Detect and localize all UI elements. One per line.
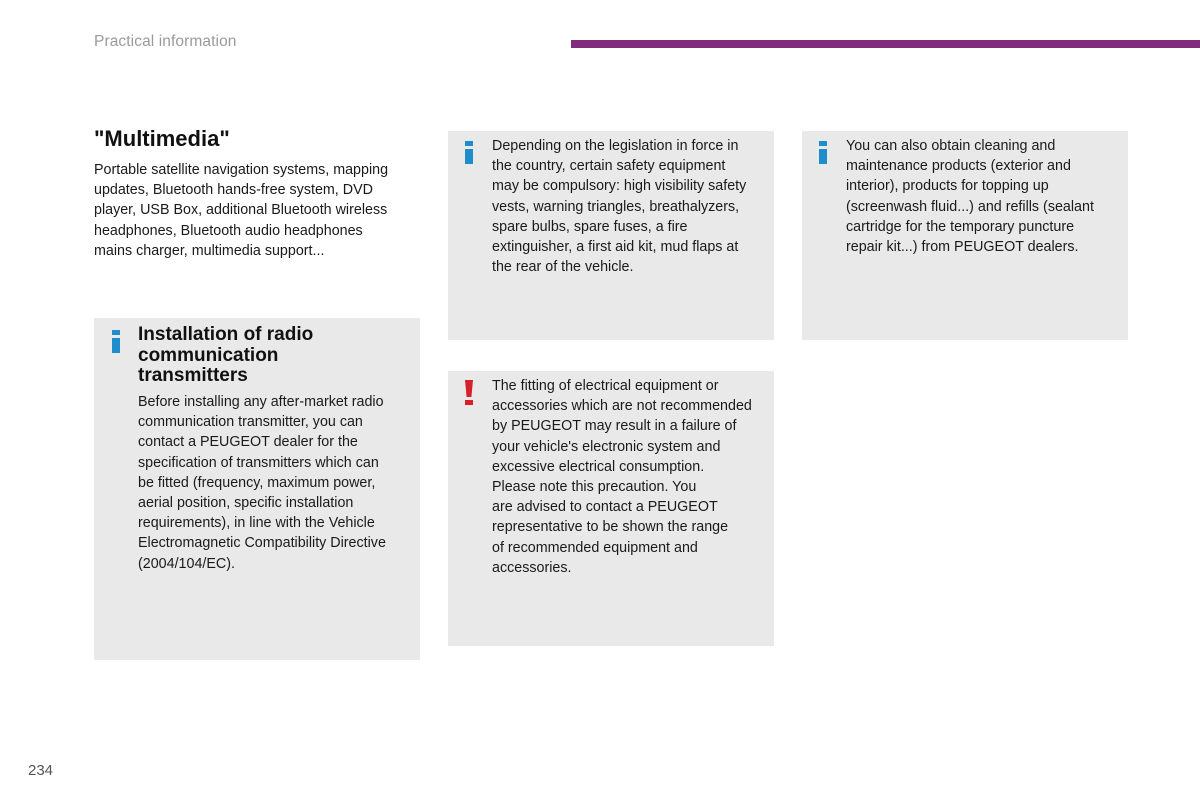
text-line: accessories.: [492, 559, 572, 576]
text-line: specification of transmitters which can: [138, 454, 379, 471]
radio-transmitters-title: [138, 325, 408, 387]
multimedia-heading: "Multimedia": [94, 126, 230, 151]
title-line: Installation of radio: [138, 324, 314, 345]
text-line: excessive electrical consumption.: [492, 458, 705, 475]
text-line: requirements), in line with the Vehicle: [138, 515, 375, 532]
text-line: the country, certain safety equipment: [492, 158, 726, 175]
header-accent-bar: [571, 40, 1200, 48]
text-line: representative to be shown the range: [492, 519, 729, 536]
radio-transmitters-text: [138, 392, 420, 574]
text-line: (2004/104/EC).: [138, 555, 235, 572]
safety-equipment-text: [492, 136, 772, 277]
text-line: be fitted (frequency, maximum power,: [138, 474, 376, 491]
text-line: interior), products for topping up: [846, 178, 1049, 195]
text-line: communication transmitter, you can: [138, 414, 363, 431]
page-number: 234: [28, 762, 54, 779]
text-line: your vehicle's electronic system and: [492, 438, 721, 455]
text-line: cartridge for the temporary puncture: [846, 218, 1075, 235]
text-line: Please note this precaution. You: [492, 479, 697, 496]
text-line: Electromagnetic Compatibility Directive: [138, 535, 386, 552]
text-line: aerial position, specific installation: [138, 495, 354, 512]
title-line: communication: [138, 344, 279, 366]
text-line: You can also obtain cleaning and: [846, 138, 1056, 154]
text-line: updates, Bluetooth hands-free system, DVD: [94, 182, 373, 199]
text-line: extinguisher, a first aid kit, mud flaps at: [492, 239, 739, 256]
cleaning-products-text: [846, 136, 1126, 257]
text-line: spare bulbs, spare fuses, a fire: [492, 218, 688, 235]
text-line: may be compulsory: high visibility safety: [492, 178, 747, 195]
section-label: Practical information: [94, 33, 237, 50]
title-line: transmitters: [138, 365, 248, 386]
text-line: headphones, Bluetooth audio headphones: [94, 222, 363, 239]
text-line: Before installing any after-market radio: [138, 394, 384, 410]
cleaning-products-info-box: [802, 131, 1128, 340]
electrical-equipment-warning-text: [492, 376, 772, 578]
text-line: Depending on the legislation in force in: [492, 138, 739, 154]
text-line: The fitting of electrical equipment or: [492, 378, 719, 394]
text-line: Portable satellite navigation systems, mapping: [94, 162, 389, 178]
text-line: vests, warning triangles, breathalyzers,: [492, 198, 740, 215]
text-line: accessories which are not recommended: [492, 398, 752, 415]
electrical-equipment-warning-box: [448, 371, 774, 646]
text-line: mains charger, multimedia support...: [94, 242, 325, 259]
text-line: maintenance products (exterior and: [846, 158, 1071, 175]
text-line: the rear of the vehicle.: [492, 259, 634, 276]
multimedia-description: [94, 160, 424, 261]
text-line: repair kit...) from PEUGEOT dealers.: [846, 239, 1079, 256]
text-line: are advised to contact a PEUGEOT: [492, 499, 718, 516]
safety-equipment-info-box: [448, 131, 774, 340]
text-line: player, USB Box, additional Bluetooth wireless: [94, 202, 388, 219]
text-line: (screenwash fluid...) and refills (sealant: [846, 198, 1094, 215]
text-line: by PEUGEOT may result in a failure of: [492, 418, 737, 435]
radio-transmitters-info-box: [94, 318, 420, 660]
text-line: of recommended equipment and: [492, 539, 698, 556]
text-line: contact a PEUGEOT dealer for the: [138, 434, 358, 451]
